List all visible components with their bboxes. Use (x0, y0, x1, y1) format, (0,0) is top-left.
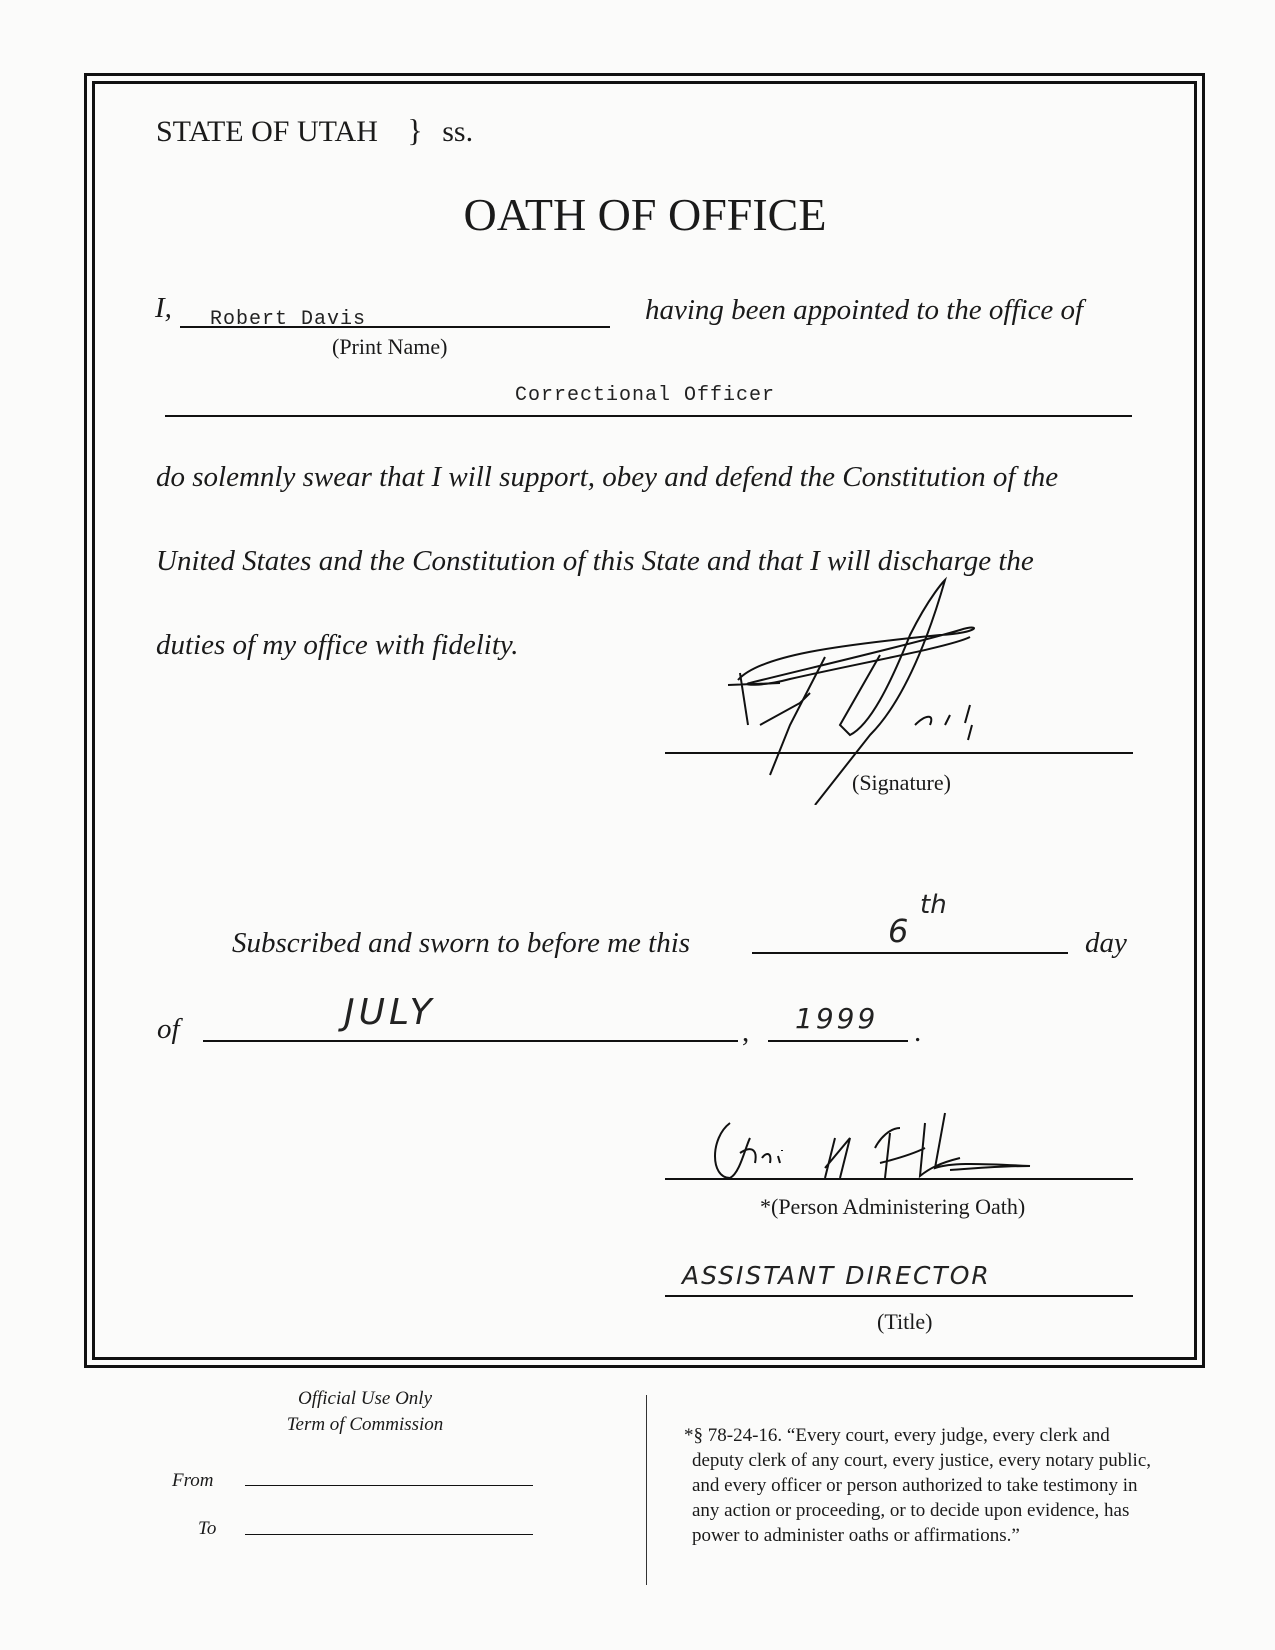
footnote-line: power to administer oaths or affirmations.” (692, 1525, 1020, 1546)
comma-glyph: , (742, 1016, 750, 1048)
ss-label: ss. (442, 115, 474, 148)
oath-line-1: do solemnly swear that I will support, obey and defend the Constitution of the (156, 461, 1059, 493)
footnote-line: *§ 78-24-16. “Every court, every judge, every clerk and (684, 1425, 1110, 1446)
oath-line-2: United States and the Constitution of this State and that I will discharge the (156, 545, 1034, 577)
period-glyph: . (914, 1016, 922, 1048)
oath-line-3: duties of my office with fidelity. (156, 629, 519, 661)
footnote-line: and every officer or person authorized to take testimony in (692, 1475, 1138, 1496)
title-value: ASSISTANT DIRECTOR (682, 1261, 991, 1290)
footnote-line: deputy clerk of any court, every justice, every notary public, (692, 1450, 1151, 1471)
print-name-caption: (Print Name) (332, 334, 448, 359)
month-line (203, 1040, 738, 1042)
term-heading: Term of Commission (286, 1414, 444, 1435)
i-prefix: I, (155, 292, 172, 324)
day-suffix: th (920, 890, 947, 920)
administrator-line (665, 1178, 1133, 1180)
to-line (245, 1534, 533, 1535)
state-heading (156, 112, 473, 149)
from-label: From (172, 1470, 214, 1491)
day-label: day (1085, 927, 1127, 959)
year-value: 1999 (795, 1002, 879, 1035)
statute-footnote (684, 1423, 1224, 1548)
title-caption: (Title) (877, 1309, 933, 1334)
appointed-text: having been appointed to the office of (645, 294, 1084, 326)
from-line (245, 1485, 533, 1486)
of-label: of (157, 1013, 180, 1045)
signature-caption: (Signature) (852, 770, 951, 795)
sworn-text: Subscribed and sworn to before me this (232, 927, 691, 959)
state-label: STATE OF UTAH (156, 115, 378, 148)
signature-line (665, 752, 1133, 754)
footnote-line: any action or proceeding, or to decide upon evidence, has (692, 1500, 1130, 1521)
to-label: To (198, 1518, 217, 1539)
office-value: Correctional Officer (514, 384, 776, 407)
official-use-heading: Official Use Only (297, 1388, 433, 1409)
document-title: OATH OF OFFICE (463, 189, 827, 240)
brace-glyph: } (407, 112, 423, 148)
administrator-caption: *(Person Administering Oath) (760, 1194, 1026, 1219)
year-line (768, 1040, 908, 1042)
printed-name: Robert Davis (210, 308, 367, 331)
title-line (665, 1295, 1133, 1297)
month-value: JULY (344, 992, 436, 1033)
column-divider (646, 1395, 647, 1585)
administrator-signature (700, 1108, 1070, 1188)
office-line (165, 415, 1132, 417)
day-line (752, 952, 1068, 954)
day-value: 6 (888, 912, 909, 950)
